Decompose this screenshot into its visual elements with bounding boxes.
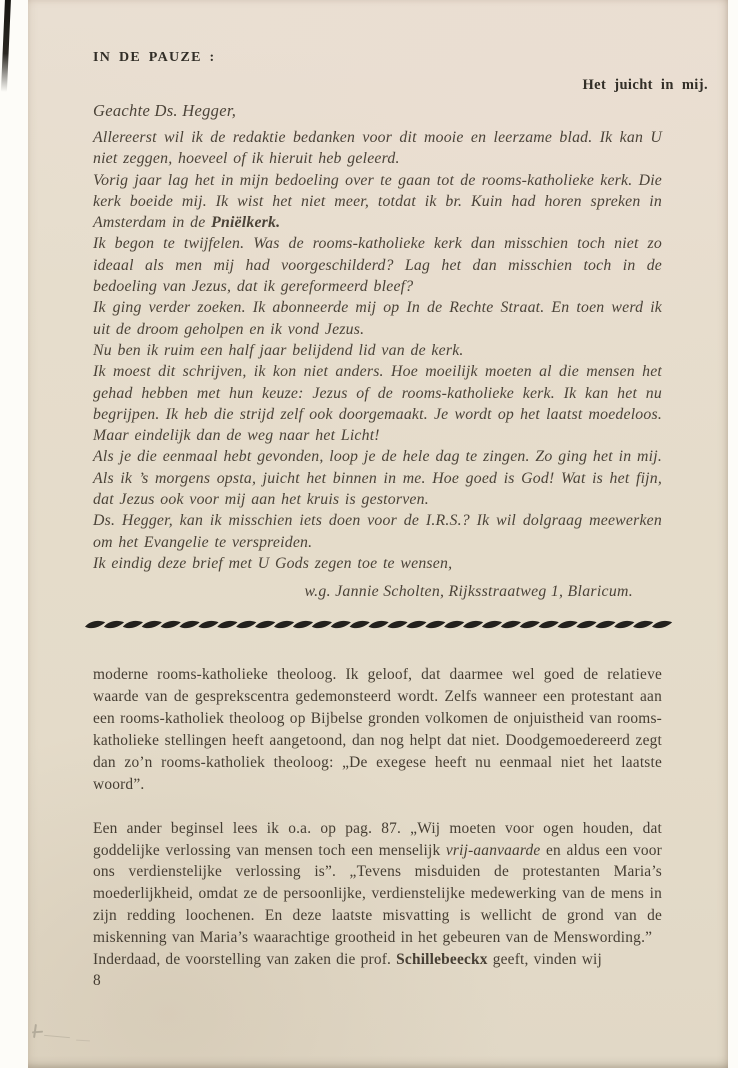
braided-divider-ornament <box>85 618 673 631</box>
page-number: 8 <box>93 972 101 990</box>
article-paragraph: moderne rooms-katholieke theoloog. Ik geloof, dat daarmee wel goed de relatieve waarde van de gesprekscentra gedemonsteerd wordt. Zelfs wanneer een protestant aan een rooms-katholiek theoloog op Bijbelse gronden volkomen de onjuistheid van rooms-katholieke stellingen heeft aangetoond, dan nog helpt dat niet. Doodgemoedereerd zegt dan zo’n rooms-katholiek theoloog: „De exegese heeft nu eenmaal niet het laatste woord”. <box>93 666 662 793</box>
letter-paragraph: Ds. Hegger, kan ik misschien iets doen voor de I.R.S.? Ik wil dolgraag meewerken om het Evangelie te verspreiden. <box>93 512 662 551</box>
letter-paragraph: Ik begon te twijfelen. Was de rooms-katholieke kerk dan misschien toch niet zo ideaal als men mij had voorgeschilderd? Lag het dan misschien toch in de bedoeling van Jezus, dat ik gereformeerd bleef? <box>93 235 662 296</box>
article-paragraph: Een ander beginsel lees ik o.a. op pag. 87. „Wij moeten voor ogen houden, dat goddelijke verlossing van mensen toch een menselijk vrij-aanvaarde en aldus een voor ons verdienstelijke verlossing is”. „Tevens misduiden de protestanten Maria’s moederlijkheid, omdat ze de persoonlijke, verdienstelijke medewerking van de mens in zijn redding loochenen. En deze laatste misvatting is wellicht de grond van de miskenning van Maria’s waarachtige grootheid in het gebeuren van de Menswording.” <box>93 819 662 947</box>
letter-paragraph: Ik moest dit schrijven, ik kon niet anders. Hoe moeilijk moeten al die mensen het gehad hebben met hun keuze: Jezus of de rooms-katholieke kerk. Ik kan het nu begrijpen. Ik heb die strijd zelf ook doorgemaakt. Je wordt op het laatst moedeloos. Maar eindelijk dan de weg naar het Licht! <box>93 363 662 445</box>
letter-salutation: Geachte Ds. Hegger, <box>93 101 237 120</box>
letter-paragraph: Ik eindig deze brief met U Gods zegen toe te wensen, <box>93 554 453 572</box>
page-content <box>28 0 728 990</box>
letter-paragraph: Vorig jaar lag het in mijn bedoeling over te gaan tot de rooms-katholieke kerk. Die kerk boeide mij. Ik wist het niet meer, totdat ik br. Kuin had horen spreken in Amsterdam in de Pniëlkerk. <box>93 171 662 232</box>
letter-paragraph: Allereerst wil ik de redaktie bedanken voor dit mooie en leerzame blad. Ik kan U niet zeggen, hoeveel of ik hieruit heb geleerd. <box>93 129 662 168</box>
article-paragraph: Inderdaad, de voorstelling van zaken die prof. Schillebeeckx geeft, vinden wij <box>93 951 602 969</box>
letter-paragraph: Ik ging verder zoeken. Ik abonneerde mij op In de Rechte Straat. En toen werd ik uit de droom geholpen en ik vond Jezus. <box>93 299 662 338</box>
letter-paragraph: Nu ben ik ruim een half jaar belijdend lid van de kerk. <box>93 341 464 359</box>
paper-page <box>28 0 728 1068</box>
letter-paragraph: Als je die eenmaal hebt gevonden, loop je de hele dag te zingen. Zo ging het in mij. Als ik ’s morgens opsta, juicht het binnen in me. Hoe goed is God! Wat is het fijn, dat Jezus ook voor mij aan het kruis is gestorven. <box>93 448 662 509</box>
letter-title: Het juicht in mij. <box>582 77 708 93</box>
letter-body <box>93 127 662 574</box>
scan-corner-mark <box>1 0 11 92</box>
pencil-smudge <box>32 1022 102 1048</box>
article-text <box>93 664 662 971</box>
letter-signature: w.g. Jannie Scholten, Rijksstraatweg 1, Blaricum. <box>304 583 633 601</box>
section-label: IN DE PAUZE : <box>93 50 216 65</box>
